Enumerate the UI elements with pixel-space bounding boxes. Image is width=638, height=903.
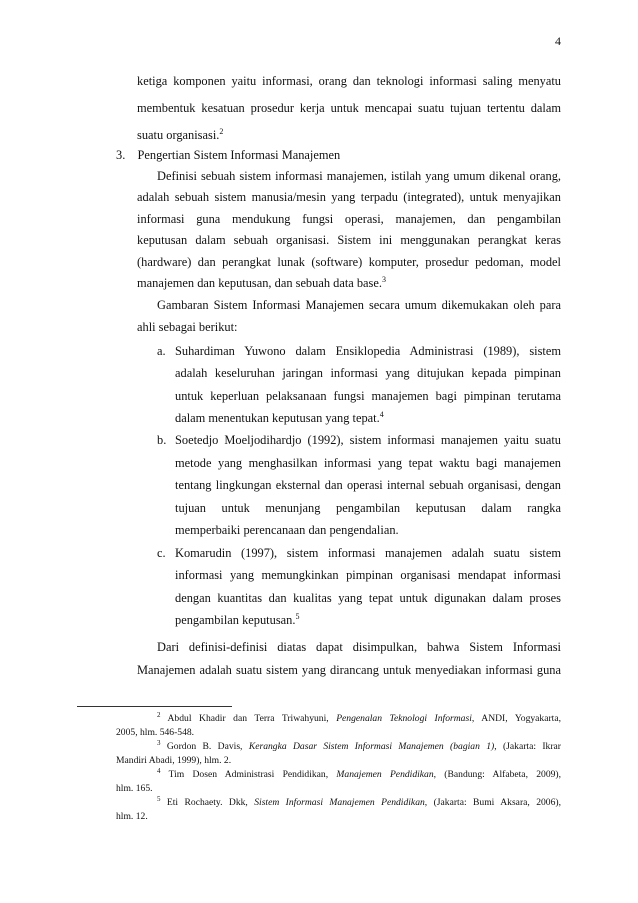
- list-item-line: memperbaiki perencanaan dan pengendalian.: [175, 523, 399, 537]
- list-item-line: tentang lingkungan eksternal dan operasi internal sebuah organisasi, dengan: [175, 478, 561, 492]
- footnote: $^3$ Gordon B. Davis, Kerangka Dasar Sistem Informasi Manajemen (bagian 1), (Jakarta: Ikrar: [157, 738, 561, 752]
- body-line: informasi guna mendukung fungsi operasi, manajemen, dan pengambilan: [137, 212, 561, 226]
- footnote: $^2$ Abdul Khadir dan Terra Triwahyuni, Pengenalan Teknologi Informasi, ANDI, Yogyakarta,: [157, 710, 562, 724]
- footnote-ref[interactable]: 4: [379, 409, 384, 419]
- list-item-line: Suhardiman Yuwono dalam Ensiklopedia Administrasi (1989), sistem: [175, 344, 561, 358]
- list-item-line: Komarudin (1997), sistem informasi manajemen adalah suatu sistem: [175, 546, 561, 560]
- footnote-ref[interactable]: 3: [381, 274, 386, 284]
- body-line: ketiga komponen yaitu informasi, orang dan teknologi informasi saling menyatu: [137, 74, 561, 88]
- footnote-cont: hlm. 12.: [116, 811, 148, 822]
- footnote: $^5$ Eti Rochaety. Dkk, Sistem Informasi Manajemen Pendidikan, (Jakarta: Bumi Aksara, 2006),: [157, 794, 561, 808]
- list-marker: c.: [157, 546, 166, 560]
- body-line: ahli sebagai berikut:: [137, 320, 238, 334]
- body-line: adalah sebuah sistem manusia/mesin yang terpadu (integrated), untuk menyajikan: [137, 190, 561, 204]
- body-line: (hardware) dan perangkat lunak (software) komputer, prosedur pedoman, model: [137, 255, 561, 269]
- list-item-line: metode yang menghasilkan informasi yang tepat waktu bagi manajemen: [175, 456, 561, 470]
- list-item-line: dengan kuantitas dan kualitas yang tepat untuk digunakan dalam proses: [175, 591, 561, 605]
- list-item-line: Soetedjo Moeljodihardjo (1992), sistem informasi manajemen yaitu suatu: [175, 433, 561, 447]
- list-item-line: untuk keperluan pelaksanaan fungsi manajemen bagi pimpinan terutama: [175, 389, 561, 403]
- list-item-line: adalah keseluruhan jaringan informasi yang ditujukan kepada pimpinan: [175, 366, 561, 380]
- body-line: membentuk kesatuan prosedur kerja untuk mencapai suatu tujuan tertentu dalam: [137, 101, 561, 115]
- footnote-separator: [77, 706, 232, 707]
- list-item-line: tujuan untuk menunjang pengambilan keputusan dalam rangka: [175, 501, 561, 515]
- footnote-cont: hlm. 165.: [116, 783, 153, 794]
- list-item-line: pengambilan keputusan.$^5$: [175, 611, 300, 627]
- footnote-cont: Mandiri Abadi, 1999), hlm. 2.: [116, 755, 232, 766]
- list-marker: a.: [157, 344, 166, 358]
- footnote-ref[interactable]: 2: [219, 126, 224, 136]
- footnote-ref[interactable]: 5: [295, 611, 300, 621]
- body-line: manajemen dan keputusan, dan sebuah data base.$^3$: [137, 274, 386, 290]
- list-marker: b.: [157, 433, 167, 447]
- section-title: Pengertian Sistem Informasi Manajemen: [137, 148, 341, 162]
- footnote-cont: 2005, hlm. 546-548.: [116, 727, 195, 738]
- section-heading: [116, 148, 340, 163]
- body-line: keputusan dalam sebuah organisasi. Sistem ini menggunakan perangkat keras: [137, 233, 561, 247]
- footnote: $^4$ Tim Dosen Administrasi Pendidikan, Manajemen Pendidikan, (Bandung: Alfabeta, 2009),: [157, 766, 561, 780]
- section-number: 3.: [116, 148, 126, 162]
- page-number: 4: [555, 34, 561, 48]
- body-line: Manajemen adalah suatu sistem yang dirancang untuk menyediakan informasi guna: [137, 663, 561, 677]
- body-line: suatu organisasi.$^2$: [137, 126, 224, 142]
- body-line: Dari definisi-definisi diatas dapat disimpulkan, bahwa Sistem Informasi: [157, 640, 561, 654]
- list-item-line: dalam menentukan keputusan yang tepat.$^4$: [175, 409, 384, 425]
- list-item-line: informasi yang memungkinkan pimpinan organisasi mendapat informasi: [175, 568, 561, 582]
- body-line: Gambaran Sistem Informasi Manajemen secara umum dikemukakan oleh para: [157, 298, 561, 312]
- body-line: Definisi sebuah sistem informasi manajemen, istilah yang umum dikenal orang,: [157, 169, 561, 183]
